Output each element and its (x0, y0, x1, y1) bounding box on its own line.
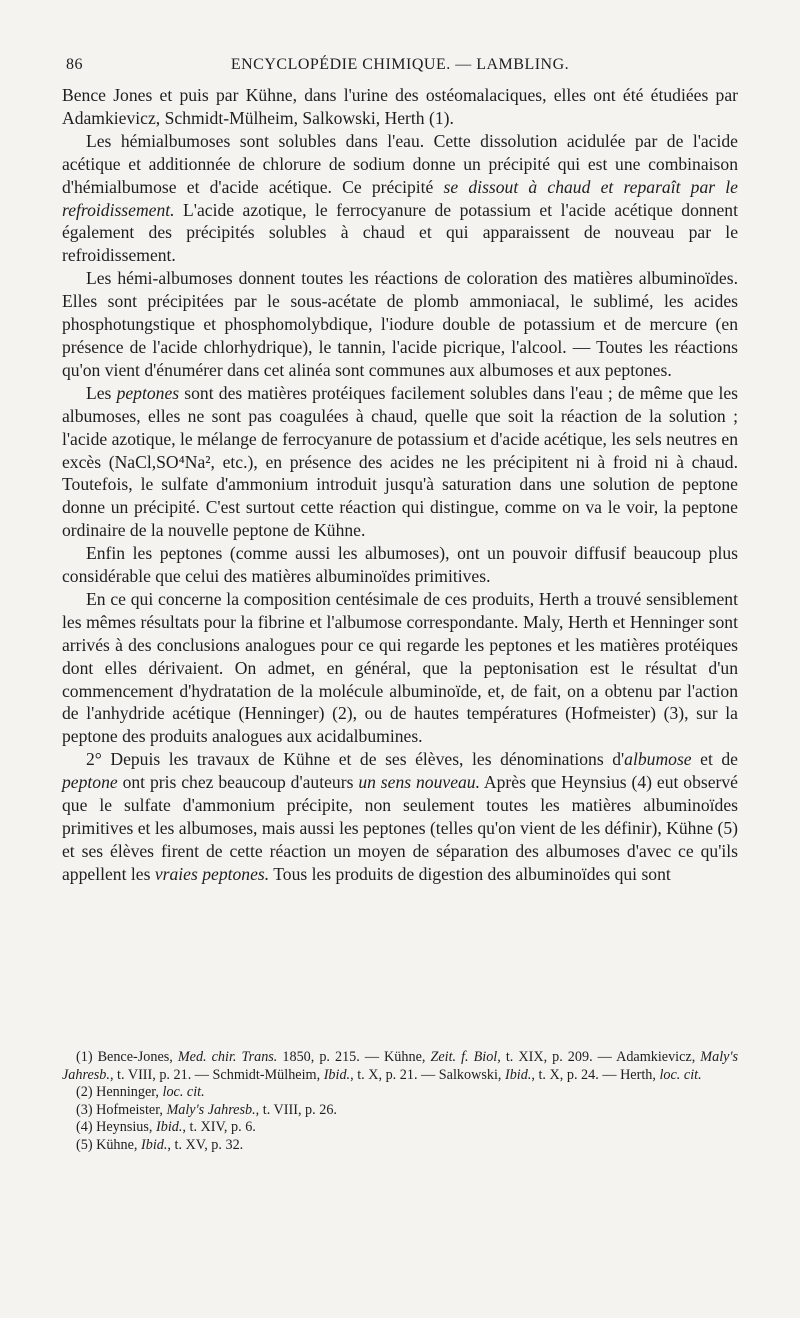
italic-run: loc. cit. (659, 1066, 702, 1083)
text-run: , t. X, p. 21. — Salkowski, (350, 1066, 505, 1083)
text-run: sont des matières protéiques facilement solubles dans l'eau ; de même que les albumoses, elles ne sont pas coagulées à chaud, quelle que soit la réaction de la solution ; l'acide azotique, le mélange de ferrocyanure de potassium et d'acide acétique, les sels neutres en excès (NaCl,SO⁴Na², etc.), en présence des acides ne les précipitent ni à froid ni à chaud. Toutefois, le sulfate d'ammonium introduit jusqu'à saturation dans une solution de peptone donne un précipité. C'est surtout cette réaction qui distingue, comme on va le voir, la peptone ordinaire de la nouvelle peptone de Kühne. (62, 382, 738, 541)
running-header (60, 56, 740, 80)
italic-run: albumose (624, 749, 692, 770)
footnote-1 (62, 1049, 738, 1084)
footnote-3 (62, 1102, 738, 1120)
italic-run: Ibid. (323, 1066, 351, 1083)
text-run: L'acide azotique, le ferrocyanure de potassium et l'acide acétique donnent également des précipités solubles à chaud et qui apparaissent de nouveau par le refroidissement. (62, 199, 738, 266)
text-run: (2) Henninger, (76, 1084, 163, 1101)
italic-run: Ibid. (141, 1136, 168, 1153)
main-text (62, 84, 738, 886)
italic-run: Med. chir. Trans. (177, 1049, 278, 1065)
text-run: Les (86, 382, 117, 403)
footnote-4 (62, 1119, 738, 1137)
text-run: (4) Heynsius, (76, 1119, 156, 1136)
text-run: (3) Hofmeister, (76, 1101, 167, 1118)
italic-run: se dissout à chaud et reparaît par le refroidissement. (62, 176, 738, 220)
paragraph-4 (62, 382, 738, 542)
italic-run: peptone (62, 772, 118, 793)
italic-run: Ibid. (156, 1119, 183, 1136)
text-run: (1) Bence-Jones, (76, 1049, 178, 1065)
text-run: ont pris chez beaucoup d'auteurs (117, 772, 359, 793)
footnote-2 (62, 1084, 738, 1102)
text-run: , t. X, p. 24. — Herth, (531, 1066, 660, 1083)
paragraph-5: Enfin les peptones (comme aussi les albumoses), ont un pouvoir diffusif beaucoup plus considérable que celui des matières albuminoïdes primitives. (62, 543, 738, 587)
italic-run: Ibid. (504, 1066, 532, 1083)
text-run: et de (691, 749, 738, 770)
page-number: 86 (66, 56, 83, 73)
text-run: Tous les produits de digestion des albuminoïdes qui sont (269, 863, 671, 884)
italic-run: Maly's Jahresb. (62, 1049, 739, 1083)
paragraph-2 (62, 130, 738, 267)
italic-run: un sens nouveau. (358, 772, 480, 793)
italic-run: Zeit. f. Biol (430, 1049, 498, 1065)
text-run: Les hémialbumoses sont solubles dans l'eau. Cette dissolution acidulée par de l'acide acétique et additionnée de chlorure de sodium donne un précipité qui est une combinaison d'hémialbumose et d'acide acétique. Ce précipité (62, 130, 738, 197)
text-run: , t. XV, p. 32. (167, 1136, 244, 1153)
footnote-5 (62, 1137, 738, 1155)
paragraph-7 (62, 748, 738, 885)
italic-run: vraies peptones. (154, 863, 270, 884)
text-run: , t. VIII, p. 26. (255, 1101, 337, 1118)
paragraph-3: Les hémi-albumoses donnent toutes les réactions de coloration des matières albuminoïdes. Elles sont précipitées par le sous-acétate de plomb ammoniacal, le sublimé, les acides phosphotungstique et phosphomolybdique, l'iodure double de potassium et de mercure (en présence de l'acide chlorhydrique), le tannin, l'acide picrique, l'alcool. — Toutes les réactions qu'on vient d'énumérer dans cet alinéa sont communes aux albumoses et aux peptones. (62, 268, 738, 380)
paragraph-6: En ce qui concerne la composition centésimale de ces produits, Herth a trouvé sensiblement les mêmes résultats pour la fibrine et l'albumose correspondante. Maly, Herth et Henninger sont arrivés à des conclusions analogues pour ce qui regarde les peptones et les matières protéiques dont elles dérivaient. On admet, en général, que la peptonisation est le résultat d'un commencement d'hydratation de la molécule albuminoïde, et, de fait, on a obtenu par l'action de l'anhydride acétique (Henninger) (2), ou de hautes températures (Hofmeister) (3), sur la peptone des produits analogues aux acidalbumines. (62, 588, 738, 747)
text-run: (5) Kühne, (76, 1136, 142, 1153)
italic-run: loc. cit. (162, 1084, 205, 1101)
italic-run: Maly's Jahresb. (166, 1101, 256, 1118)
italic-run: peptones (116, 382, 180, 403)
text-run: , t. VIII, p. 21. — Schmidt-Mülheim, (109, 1066, 324, 1083)
text-run: 2° Depuis les travaux de Kühne et de ses élèves, les dénominations d' (86, 749, 625, 770)
text-run: 1850, p. 215. — Kühne, (277, 1049, 431, 1065)
footnotes (62, 1049, 738, 1155)
text-run: , t. XIV, p. 6. (182, 1119, 256, 1136)
running-title: ENCYCLOPÉDIE CHIMIQUE. — LAMBLING. (230, 56, 570, 73)
text-run: Après que Heynsius (4) eut observé que le sulfate d'ammonium précipite, non seulement toutes les matières albuminoïdes primitives et les albumoses, mais aussi les peptones (telles qu'on vient de les définir), Kühne (5) et ses élèves firent de cette réaction un moyen de séparation des albumoses d'avec ce qu'ils appellent les (62, 772, 738, 884)
paragraph-1: Bence Jones et puis par Kühne, dans l'urine des ostéomalaciques, elles ont été étudiées par Adamkievicz, Schmidt-Mülheim, Salkowski, Herth (1). (62, 85, 738, 128)
text-run: , t. XIX, p. 209. — Adamkievicz, (497, 1049, 701, 1065)
